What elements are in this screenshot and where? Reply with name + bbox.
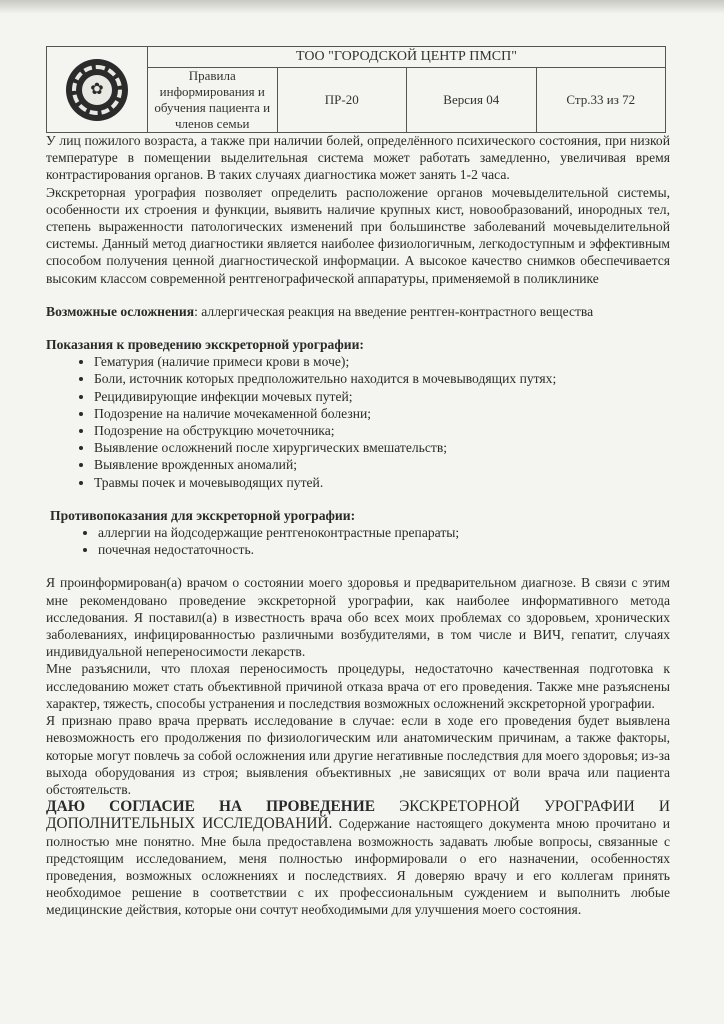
indications-heading: Показания к проведению экскреторной урографии: bbox=[46, 337, 364, 353]
contraindications-heading: Противопоказания для экскреторной урографии: bbox=[50, 507, 356, 523]
list-item: • Боли, источник которых предположительно находится в мочевыводящих путях; bbox=[94, 370, 670, 387]
indications-list bbox=[46, 353, 670, 491]
paragraph-informed: Я проинформирован(а) врачом о состоянии моего здоровья и предварительном диагнозе. В связи с этим мне рекомендовано проведение экскреторной урографии, как наиболее информативного метода исследования. Я поставил(а) в известность врача обо всех моих проблемах со здоровьем, хронических заболеваниях, инфицированностью различными возбудителями, в том числе и ВИЧ, гепатит, случаях индивидуальной непереносимости лекарств. bbox=[46, 575, 670, 660]
consent-bold: ДАЮ СОГЛАСИЕ НА ПРОВЕДЕНИЕ bbox=[46, 798, 376, 816]
list-item: • Выявление врожденных аномалий; bbox=[94, 456, 670, 473]
complications-label: Возможные осложнения bbox=[46, 303, 195, 319]
doc-version: Версия 04 bbox=[407, 68, 537, 133]
list-item: • Травмы почек и мочевыводящих путей. bbox=[94, 474, 670, 491]
contraindications-list bbox=[46, 524, 670, 558]
paragraph-explained: Мне разъяснили, что плохая переносимость процедуры, недостаточно качественная подготовка к исследованию может стать объективной причиной отказа врача от его проведения. Также мне разъяснены характер, тяжесть, способы устранения и последствия возможных осложнений экскреторной урографии. bbox=[46, 661, 670, 711]
list-item: • Выявление осложнений после хирургических вмешательств; bbox=[94, 439, 670, 456]
doc-code: ПР-20 bbox=[277, 68, 407, 133]
document-header bbox=[46, 46, 666, 133]
paragraph-elderly: У лиц пожилого возраста, а также при наличии болей, определённого психического состояния, при низкой температуре в помещении выделительная система может работать замедленно, увеличивая время контрастирования органов. В таких случаях диагностика может занять 1-2 часа. bbox=[46, 133, 670, 183]
complications-paragraph bbox=[46, 303, 670, 320]
list-item: • аллергии на йодсодержащие рентгеноконтрастные препараты; bbox=[98, 524, 670, 541]
scan-top-shadow bbox=[0, 0, 724, 14]
consent-rest: ЭКСКРЕТОРНОЙ УРОГРАФИИ И ДОПОЛНИТЕЛЬНЫХ ИССЛЕДОВАНИЙ. bbox=[46, 798, 671, 833]
complications-text: : аллергическая реакция на введение рентген-контрастного вещества bbox=[194, 303, 594, 319]
family-emblem-icon bbox=[66, 59, 128, 121]
paragraph-urography: Экскреторная урография позволяет определить расположение органов мочевыделительной системы, особенности их строения и функции, выявить наличие крупных кист, новообразований, инородных тел, степень выраженности патологических изменений при большинстве заболеваний мочевыделительной системы. Данный метод диагностики является наиболее физиологичным, легкодоступным и эффективным способом получения ценной диагностической информации. А высокое качество снимков обеспечивается высоким классом современной рентгенографической аппаратуры, применяемой в поликлинике bbox=[46, 184, 670, 286]
list-item: • почечная недостаточность. bbox=[98, 541, 670, 558]
list-item: • Подозрение на обструкцию мочеточника; bbox=[94, 422, 670, 439]
consent-paragraph bbox=[46, 798, 670, 918]
doc-title: Правила информирования и обучения пациента и членов семьи bbox=[148, 68, 278, 133]
consent-text: Содержание настоящего документа мною прочитано и полностью мне понятно. Мне была предоставлена возможность задавать любые вопросы, связанные с предстоящим исследованием, меня полностью информировали о его назначении, особенностях проведения, возможных осложнениях и последствиях. Я доверяю врачу и его коллегам принять необходимое решение в соответствии с их профессиональным суждением и выполнить любые медицинские действия, которые они сочтут необходимыми для улучшения моего состояния. bbox=[46, 816, 670, 918]
org-name: ТОО "ГОРОДСКОЙ ЦЕНТР ПМСП" bbox=[148, 47, 666, 68]
list-item: • Подозрение на наличие мочекаменной болезни; bbox=[94, 405, 670, 422]
family-figures-icon: ✿ bbox=[82, 75, 112, 105]
paragraph-doctor-right: Я признаю право врача прервать исследование в случае: если в ходе его проведения будет выявлена невозможность его продолжения по физиологическим или анатомическим причинам, а также факторы, которые могут повлечь за собой осложнения или другие негативные последствия для моего здоровья; из-за выхода оборудования из строя; выявления объективных ,не зависящих от воли врача или пациента обстоятельств. bbox=[46, 713, 670, 797]
logo-cell bbox=[47, 47, 148, 133]
page-number: Стр.33 из 72 bbox=[536, 68, 666, 133]
list-item: • Рецидивирующие инфекции мочевых путей; bbox=[94, 388, 670, 405]
document-body bbox=[46, 132, 670, 919]
list-item: • Гематурия (наличие примеси крови в моче); bbox=[94, 353, 670, 370]
